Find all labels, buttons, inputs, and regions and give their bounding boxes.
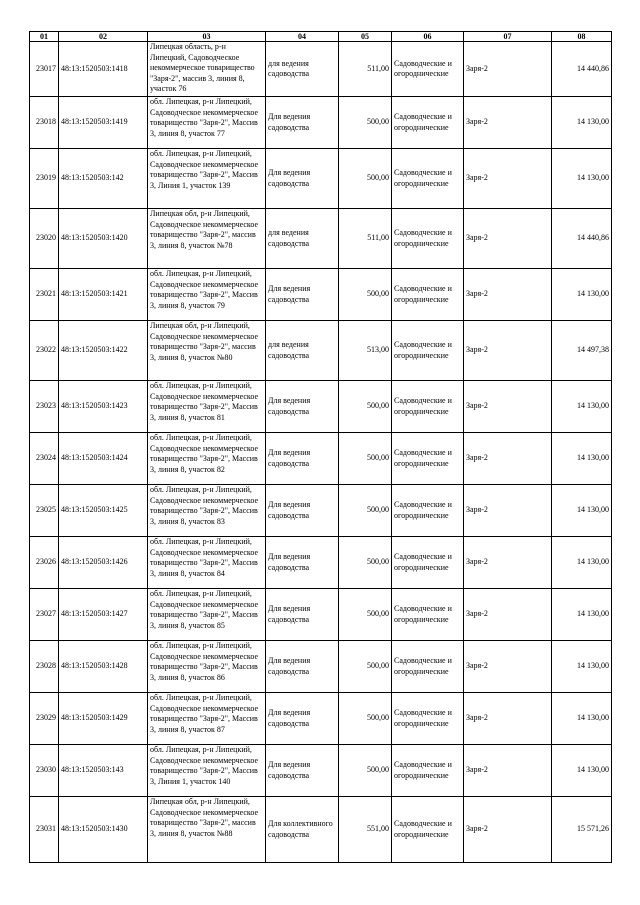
land-category-cell: Садоводческие и огороднические xyxy=(392,693,464,745)
cadastral-value-cell: 14 440,86 xyxy=(552,209,612,269)
zone-cell: Заря-2 xyxy=(464,381,552,433)
address-cell: обл. Липецкая, р-н Липецкий, Садоводческое некоммерческое товарищество "Заря-2", Массив 3, линия 8, участок 77 xyxy=(148,97,266,149)
area-cell: 500,00 xyxy=(339,149,392,209)
row-id-cell: 23018 xyxy=(30,97,59,149)
row-id-cell: 23022 xyxy=(30,321,59,381)
cadastral-number-cell: 48:13:1520503:1421 xyxy=(59,269,148,321)
permitted-use-cell: Для ведения садоводства xyxy=(266,589,339,641)
cadastral-number-cell: 48:13:1520503:1422 xyxy=(59,321,148,381)
land-category-cell: Садоводческие и огороднические xyxy=(392,537,464,589)
row-id-cell: 23029 xyxy=(30,693,59,745)
land-category-cell: Садоводческие и огороднические xyxy=(392,381,464,433)
cadastral-number-cell: 48:13:1520503:1429 xyxy=(59,693,148,745)
permitted-use-cell: Для ведения садоводства xyxy=(266,745,339,797)
area-cell: 500,00 xyxy=(339,693,392,745)
header-cell: 06 xyxy=(392,32,464,42)
permitted-use-cell: для ведения садоводства xyxy=(266,209,339,269)
land-category-cell: Садоводческие и огороднические xyxy=(392,209,464,269)
zone-cell: Заря-2 xyxy=(464,149,552,209)
table-row xyxy=(30,485,612,537)
area-cell: 500,00 xyxy=(339,485,392,537)
cadastral-table xyxy=(29,31,612,863)
cadastral-value-cell: 14 130,00 xyxy=(552,97,612,149)
land-category-cell: Садоводческие и огороднические xyxy=(392,797,464,863)
zone-cell: Заря-2 xyxy=(464,433,552,485)
permitted-use-cell: Для ведения садоводства xyxy=(266,149,339,209)
zone-cell: Заря-2 xyxy=(464,797,552,863)
cadastral-number-cell: 48:13:1520503:1419 xyxy=(59,97,148,149)
land-category-cell: Садоводческие и огороднические xyxy=(392,97,464,149)
cadastral-number-cell: 48:13:1520503:1430 xyxy=(59,797,148,863)
header-cell: 04 xyxy=(266,32,339,42)
address-cell: обл. Липецкая, р-н Липецкий, Садоводческое некоммерческое товарищество "Заря-2", Массив 3, линия 8, участок 86 xyxy=(148,641,266,693)
permitted-use-cell: Для ведения садоводства xyxy=(266,269,339,321)
cadastral-value-cell: 14 130,00 xyxy=(552,693,612,745)
permitted-use-cell: для ведения садоводства xyxy=(266,42,339,97)
land-category-cell: Садоводческие и огороднические xyxy=(392,485,464,537)
zone-cell: Заря-2 xyxy=(464,745,552,797)
header-cell: 03 xyxy=(148,32,266,42)
address-cell: Липецкая обл, р-н Липецкий, Садоводческое некоммерческое товарищество "Заря-2", массив 3, линия 8, участок №80 xyxy=(148,321,266,381)
address-cell: обл. Липецкая, р-н Липецкий, Садоводческое некоммерческое товарищество "Заря-2", Массив 3, линия 8, участок 82 xyxy=(148,433,266,485)
address-cell: обл. Липецкая, р-н Липецкий, Садоводческое некоммерческое товарищество "Заря-2", Массив 3, линия 8, участок 79 xyxy=(148,269,266,321)
table-row xyxy=(30,149,612,209)
row-id-cell: 23027 xyxy=(30,589,59,641)
address-cell: Липецкая область, р-н Липецкий, Садоводческое некоммерческое товарищество "Заря-2", массив 3, линия 8, участок 76 xyxy=(148,42,266,97)
address-cell: обл. Липецкая, р-н Липецкий, Садоводческое некоммерческое товарищество "Заря-2", Массив 3, линия 8, участок 81 xyxy=(148,381,266,433)
address-cell: обл. Липецкая, р-н Липецкий, Садоводческое некоммерческое товарищество "Заря-2", Массив 3, Линия 1, участок 139 xyxy=(148,149,266,209)
cadastral-number-cell: 48:13:1520503:1424 xyxy=(59,433,148,485)
area-cell: 500,00 xyxy=(339,381,392,433)
permitted-use-cell: Для ведения садоводства xyxy=(266,381,339,433)
row-id-cell: 23024 xyxy=(30,433,59,485)
row-id-cell: 23023 xyxy=(30,381,59,433)
header-cell: 01 xyxy=(30,32,59,42)
header-row xyxy=(30,32,612,42)
cadastral-value-cell: 14 130,00 xyxy=(552,745,612,797)
row-id-cell: 23025 xyxy=(30,485,59,537)
row-id-cell: 23017 xyxy=(30,42,59,97)
area-cell: 511,00 xyxy=(339,42,392,97)
land-category-cell: Садоводческие и огороднические xyxy=(392,745,464,797)
cadastral-value-cell: 14 130,00 xyxy=(552,269,612,321)
area-cell: 511,00 xyxy=(339,209,392,269)
area-cell: 551,00 xyxy=(339,797,392,863)
row-id-cell: 23019 xyxy=(30,149,59,209)
table-row xyxy=(30,537,612,589)
table-row xyxy=(30,641,612,693)
table-row xyxy=(30,42,612,97)
address-cell: обл. Липецкая, р-н Липецкий, Садоводческое некоммерческое товарищество "Заря-2", Массив 3, линия 8, участок 84 xyxy=(148,537,266,589)
zone-cell: Заря-2 xyxy=(464,589,552,641)
table-row xyxy=(30,797,612,863)
table-row xyxy=(30,589,612,641)
permitted-use-cell: Для ведения садоводства xyxy=(266,97,339,149)
table-row xyxy=(30,433,612,485)
cadastral-value-cell: 14 130,00 xyxy=(552,589,612,641)
table-row xyxy=(30,209,612,269)
row-id-cell: 23026 xyxy=(30,537,59,589)
row-id-cell: 23020 xyxy=(30,209,59,269)
land-category-cell: Садоводческие и огороднические xyxy=(392,42,464,97)
table-row xyxy=(30,693,612,745)
cadastral-value-cell: 14 130,00 xyxy=(552,485,612,537)
cadastral-number-cell: 48:13:1520503:1418 xyxy=(59,42,148,97)
zone-cell: Заря-2 xyxy=(464,321,552,381)
area-cell: 513,00 xyxy=(339,321,392,381)
permitted-use-cell: Для ведения садоводства xyxy=(266,641,339,693)
zone-cell: Заря-2 xyxy=(464,641,552,693)
zone-cell: Заря-2 xyxy=(464,97,552,149)
permitted-use-cell: Для ведения садоводства xyxy=(266,693,339,745)
cadastral-number-cell: 48:13:1520503:1425 xyxy=(59,485,148,537)
row-id-cell: 23021 xyxy=(30,269,59,321)
address-cell: Липецкая обл, р-н Липецкий, Садоводческое некоммерческое товарищество "Заря-2", массив 3, линия 8, участок №88 xyxy=(148,797,266,863)
land-category-cell: Садоводческие и огороднические xyxy=(392,321,464,381)
cadastral-value-cell: 14 130,00 xyxy=(552,149,612,209)
header-cell: 02 xyxy=(59,32,148,42)
cadastral-number-cell: 48:13:1520503:143 xyxy=(59,745,148,797)
table-row xyxy=(30,269,612,321)
land-category-cell: Садоводческие и огороднические xyxy=(392,269,464,321)
cadastral-number-cell: 48:13:1520503:1428 xyxy=(59,641,148,693)
cadastral-number-cell: 48:13:1520503:1426 xyxy=(59,537,148,589)
zone-cell: Заря-2 xyxy=(464,485,552,537)
land-category-cell: Садоводческие и огороднические xyxy=(392,641,464,693)
area-cell: 500,00 xyxy=(339,97,392,149)
cadastral-number-cell: 48:13:1520503:1423 xyxy=(59,381,148,433)
area-cell: 500,00 xyxy=(339,589,392,641)
permitted-use-cell: Для ведения садоводства xyxy=(266,537,339,589)
cadastral-number-cell: 48:13:1520503:142 xyxy=(59,149,148,209)
header-cell: 08 xyxy=(552,32,612,42)
row-id-cell: 23031 xyxy=(30,797,59,863)
zone-cell: Заря-2 xyxy=(464,42,552,97)
area-cell: 500,00 xyxy=(339,537,392,589)
address-cell: обл. Липецкая, р-н Липецкий, Садоводческое некоммерческое товарищество "Заря-2", Массив 3, линия 8, участок 87 xyxy=(148,693,266,745)
cadastral-value-cell: 14 130,00 xyxy=(552,433,612,485)
cadastral-value-cell: 15 571,26 xyxy=(552,797,612,863)
zone-cell: Заря-2 xyxy=(464,693,552,745)
permitted-use-cell: Для ведения садоводства xyxy=(266,433,339,485)
row-id-cell: 23028 xyxy=(30,641,59,693)
cadastral-value-cell: 14 130,00 xyxy=(552,381,612,433)
zone-cell: Заря-2 xyxy=(464,209,552,269)
cadastral-number-cell: 48:13:1520503:1420 xyxy=(59,209,148,269)
land-category-cell: Садоводческие и огороднические xyxy=(392,149,464,209)
area-cell: 500,00 xyxy=(339,745,392,797)
area-cell: 500,00 xyxy=(339,433,392,485)
permitted-use-cell: Для ведения садоводства xyxy=(266,485,339,537)
header-cell: 05 xyxy=(339,32,392,42)
address-cell: обл. Липецкая, р-н Липецкий, Садоводческое некоммерческое товарищество "Заря-2", Массив 3, Линия 1, участок 140 xyxy=(148,745,266,797)
zone-cell: Заря-2 xyxy=(464,537,552,589)
zone-cell: Заря-2 xyxy=(464,269,552,321)
land-category-cell: Садоводческие и огороднические xyxy=(392,589,464,641)
permitted-use-cell: Для коллективного садоводства xyxy=(266,797,339,863)
table-row xyxy=(30,745,612,797)
cadastral-value-cell: 14 440,86 xyxy=(552,42,612,97)
land-category-cell: Садоводческие и огороднические xyxy=(392,433,464,485)
table-row xyxy=(30,97,612,149)
row-id-cell: 23030 xyxy=(30,745,59,797)
cadastral-value-cell: 14 497,38 xyxy=(552,321,612,381)
cadastral-number-cell: 48:13:1520503:1427 xyxy=(59,589,148,641)
table-row xyxy=(30,381,612,433)
address-cell: обл. Липецкая, р-н Липецкий, Садоводческое некоммерческое товарищество "Заря-2", Массив 3, линия 8, участок 83 xyxy=(148,485,266,537)
cadastral-value-cell: 14 130,00 xyxy=(552,537,612,589)
header-cell: 07 xyxy=(464,32,552,42)
cadastral-value-cell: 14 130,00 xyxy=(552,641,612,693)
address-cell: Липецкая обл, р-н Липецкий, Садоводческое некоммерческое товарищество "Заря-2", массив 3, линия 8, участок №78 xyxy=(148,209,266,269)
table-row xyxy=(30,321,612,381)
area-cell: 500,00 xyxy=(339,269,392,321)
permitted-use-cell: для ведения садоводства xyxy=(266,321,339,381)
address-cell: обл. Липецкая, р-н Липецкий, Садоводческое некоммерческое товарищество "Заря-2", Массив 3, линия 8, участок 85 xyxy=(148,589,266,641)
area-cell: 500,00 xyxy=(339,641,392,693)
